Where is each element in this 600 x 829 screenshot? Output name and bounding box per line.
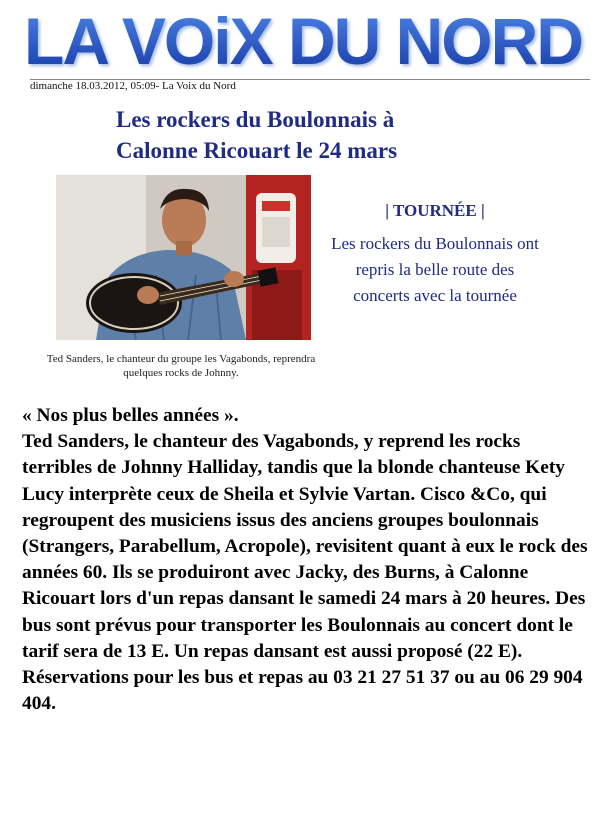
section-rubric: | TOURNÉE | <box>385 201 485 220</box>
article-photo <box>56 175 311 340</box>
logo-text: LA VOiX DU NORD <box>24 4 582 76</box>
photo-caption: Ted Sanders, le chanteur du groupe les Vagabonds, reprendra quelques rocks de Johnny. <box>46 353 316 379</box>
body-paragraph-1: « Nos plus belles années ». <box>22 405 239 426</box>
newspaper-logo[interactable] <box>18 4 588 76</box>
article-body <box>22 403 592 717</box>
article-lead: Les rockers du Boulonnais ont repris la belle route des concerts avec la tournée <box>331 234 539 305</box>
body-paragraph-3: Réservations pour les bus et repas au 03 21 27 51 37 ou au 06 29 904 404. <box>22 667 583 715</box>
article-title <box>116 104 536 166</box>
article-title-line-2: Calonne Ricouart le 24 mars <box>116 138 398 163</box>
article-title-line-1: Les rockers du Boulonnais à <box>116 107 395 132</box>
body-paragraph-2: Ted Sanders, le chanteur des Vagabonds, y reprend les rocks terribles de Johnny Halliday, tandis que la blonde chanteuse Kety Lucy interprète ceux de Sheila et Sylvie Vartan. Cisco &Co, qui regroupent des musiciens issus des anciens groupes boulonnais (Strangers, Parabellum, Acropole), revisitent quant à eux le rock des années 60. Ils se produiront avec Jacky, des Burns, à Calonne Ricouart lors d'un repas dansant le samedi 24 mars à 20 heures. Des bus sont prévus pour transporter les Boulonnais au concert dont le tarif sera de 13 E. Un repas dansant est aussi proposé (22 E). <box>22 431 588 662</box>
masthead <box>0 0 600 78</box>
dateline: dimanche 18.03.2012, 05:09- La Voix du Nord <box>30 79 590 93</box>
guitarist-photo <box>56 175 311 340</box>
